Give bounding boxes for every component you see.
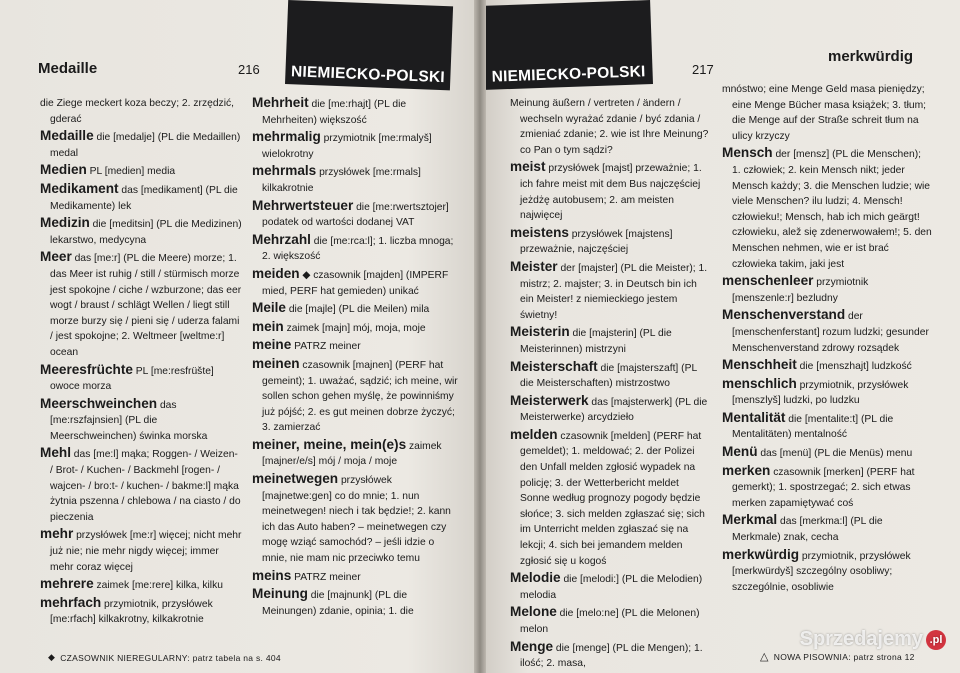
dictionary-entry — [252, 357, 462, 436]
entry-definition: PL [me:resfrüšte] owoce morza — [50, 365, 214, 393]
diamond-icon: ◆ — [48, 652, 56, 662]
entry-definition: przysłówek [majnetwe:gen] co do mnie; 1. nun meinetwegen! niech i tak będzie!; 2. kann ich das Auto haben? – meinetwegen czy mogę wziąć samochód? – jeśli idzie o mnie, nie mam nic przeciwko temu — [262, 475, 451, 565]
entry-definition: der [majster] (PL die Meister); 1. mistrz; 2. majster; 3. in Deutsch bin ich ein Meister! z niemieckiego jestem świetny! — [520, 262, 708, 321]
right-footer — [760, 650, 915, 663]
entry-definition: czasownik [melden] (PERF hat gemeldet); 1. meldować; 2. der Polizei den Unfall melden zgłosić wypadek na policję; 3. der Wetterbericht meldet Sonne według prognozy pogody będzie słońce; 3. sich melden zgłaszać się; sich im Unterricht melden zgłaszać się na lekcji; 4. sich bei jemandem melden zgłosić się u kogoś — [520, 430, 705, 567]
entry-definition: przymiotnik, przysłówek [menszlyš] ludzki, po ludzku — [732, 379, 909, 407]
entry-headword: Melodie — [510, 570, 561, 586]
entry-headword: mehrere — [40, 576, 94, 592]
entry-headword: Meeresfrüchte — [40, 361, 133, 377]
watermark — [800, 628, 946, 651]
entry-definition: czasownik [majnen] (PERF hat gemeint); 1. uważać, sądzić; ich meine, wir sollen schon gehen myślę, że powinniśmy już pójść; 2. es gut meinen dobrze życzyć; 3. zamierzać — [262, 359, 458, 434]
entry-headword: Mehrwertsteuer — [252, 197, 354, 213]
entry-definition: przymiotnik, przysłówek [me:rfach] kilkakrotny, kilkakrotnie — [50, 598, 213, 626]
entry-headword: meine — [252, 337, 292, 353]
dictionary-entry — [722, 82, 932, 144]
dictionary-entry — [40, 446, 242, 525]
dictionary-entry — [40, 129, 242, 161]
entry-headword: Meinung — [252, 586, 308, 602]
dictionary-entry — [40, 397, 242, 445]
entry-headword: mein — [252, 318, 284, 334]
dictionary-entry — [40, 163, 242, 180]
entry-definition: die [majle] (PL die Meilen) mila — [288, 304, 430, 316]
dictionary-entry — [252, 438, 462, 470]
entry-headword: Meisterin — [510, 324, 570, 340]
dictionary-entry — [252, 267, 462, 299]
dictionary-entry — [252, 472, 462, 567]
entry-definition: PL [medien] media — [89, 166, 176, 178]
entry-definition: mnóstwo; eine Menge Geld masa pieniędzy; eine Menge Bücher masa książek; 3. tłum; die Menge auf der Straße schreit tłum na ulicy krzyczy — [722, 84, 927, 142]
entry-headword: Merkmal — [722, 512, 778, 528]
dictionary-entry — [40, 577, 242, 594]
dictionary-entry — [510, 394, 710, 426]
left-column-1 — [40, 96, 242, 630]
entry-definition: das [merkma:l] (PL die Merkmale) znak, cecha — [732, 516, 883, 544]
entry-definition: PATRZ meiner — [294, 571, 361, 583]
entry-definition: PATRZ meiner — [294, 341, 361, 353]
entry-headword: Mehrzahl — [252, 231, 311, 247]
entry-definition: das [menü] (PL die Menüs) menu — [760, 448, 913, 460]
dictionary-entry — [510, 640, 710, 672]
dictionary-entry — [40, 96, 242, 127]
dictionary-entry — [252, 233, 462, 265]
dictionary-entry — [722, 308, 932, 356]
dictionary-entry — [252, 587, 462, 619]
dictionary-entry — [510, 96, 710, 158]
triangle-icon: △ — [760, 651, 769, 663]
entry-definition: die [me:rhajt] (PL die Mehrheiten) większość — [262, 99, 407, 126]
entry-headword: mehrmals — [252, 163, 317, 179]
dictionary-entry — [252, 338, 462, 355]
entry-definition: przymiotnik, przysłówek [merkwürdyš] szczególny osobliwy; szczególnie, osobliwie — [732, 550, 911, 593]
right-column-2 — [722, 82, 932, 597]
dictionary-entry — [252, 130, 462, 162]
dictionary-entry — [252, 569, 462, 586]
entry-headword: mehrfach — [40, 594, 102, 610]
entry-definition: zaimek [majner/e/s] mój / moja / moje — [262, 440, 442, 468]
entry-headword: merkwürdig — [722, 546, 800, 562]
entry-headword: Menschenverstand — [722, 307, 846, 323]
left-page-number: 216 — [238, 62, 260, 77]
entry-headword: Medikament — [40, 180, 119, 196]
entry-definition: das [me:l] mąka; Roggen- / Weizen- / Brot- / Kuchen- / Backmehl [rogen- / wajcen- / bro:t- / kuchen- / bakme:l] mąka żytnia pszenna / chlebowa / na ciasto / do pieczenia — [50, 449, 241, 523]
entry-definition: das [medikament] (PL die Medikamente) lek — [50, 184, 238, 212]
dictionary-entry — [510, 160, 710, 223]
entry-headword: Mensch — [722, 145, 773, 161]
dictionary-entry — [722, 358, 932, 375]
left-banner-label: NIEMIECKO-POLSKI — [290, 63, 446, 87]
entry-definition: czasownik [merken] (PERF hat gemerkt); 1. spostrzegać; 2. sich etwas merken zapamiętywać coś — [732, 466, 915, 509]
right-page-number: 217 — [692, 62, 714, 77]
right-banner-label: NIEMIECKO-POLSKI — [491, 63, 646, 86]
entry-headword: Menü — [722, 444, 758, 460]
entry-definition: zaimek [majn] mój, moja, moje — [286, 322, 426, 334]
entry-definition: der [mensz] (PL die Menschen); 1. człowiek; 2. kein Mensch nikt; jeder Mensch każdy; 3. die Menschen ludzie; wie viele Menschen? ilu ludzi; 4. Mensch! człowieku!; Mensch, hab ich mich geärgt! człowieku, alež się zdenerwowałem!; 5. den Menschen nehmen, wie er ist brać człowieka takim, jaki jest — [732, 149, 932, 270]
entry-definition: das [me:r] (PL die Meere) morze; 1. das Meer ist ruhig / still / stürmisch morze jest spokojne / ciche / wzburzone; das eer wogt / braust / schlägt Wellen / liegt still morze burzy się / pieni się / uderza falami / jest spokojne; 2. Weltmeer [weltme:r] ocean — [50, 253, 242, 358]
right-running-headword: merkwürdig — [828, 48, 914, 65]
entry-headword: meinen — [252, 355, 300, 371]
entry-definition: przysłówek [majst] przeważnie; 1. ich fahre meist mit dem Bus najczęściej jeżdżę autobusem; 2. am meisten najwięcej — [520, 163, 702, 222]
entry-definition: Meinung äußern / vertreten / ändern / wechseln wyrażać zdanie / być zdania / zmieniać zdanie; 2. wie ist Ihre Meinung? co Pan o tym sądzi? — [510, 98, 709, 156]
entry-definition: der [menschenferstant] rozum ludzki; gesunder Menschenverstand zdrowy rozsądek — [732, 311, 929, 354]
entry-headword: menschlich — [722, 375, 797, 391]
entry-headword: meinetwegen — [252, 471, 339, 487]
left-footer — [48, 652, 281, 663]
entry-headword: Meerschweinchen — [40, 395, 158, 411]
entry-definition: die [melodi:] (PL die Melodien) melodia — [520, 574, 703, 601]
dictionary-entry — [510, 260, 710, 323]
entry-headword: Meisterschaft — [510, 358, 598, 374]
entry-definition: das [me:rszfajnsien] (PL die Meerschweinchen) świnka morska — [50, 399, 208, 442]
right-banner — [482, 0, 653, 90]
entry-definition: die [me:rwertsztojer] podatek od wartości dodanej VAT — [262, 201, 449, 229]
entry-headword: meiner, meine, mein(e)s — [252, 436, 407, 452]
entry-headword: melden — [510, 426, 558, 442]
dictionary-entry — [40, 596, 242, 628]
dictionary-entry — [510, 428, 710, 569]
dictionary-entry — [252, 199, 462, 231]
entry-headword: Mehl — [40, 445, 71, 461]
entry-definition: die [me:rca:l]; 1. liczba mnoga; 2. większość — [262, 235, 454, 263]
dictionary-entry — [40, 527, 242, 575]
dictionary-entry — [40, 250, 242, 360]
entry-headword: Melone — [510, 604, 557, 620]
entry-definition: die [mentalite:t] (PL die Mentalitäten) mentalność — [732, 413, 894, 441]
dictionary-entry — [510, 605, 710, 637]
entry-headword: mehrmalig — [252, 129, 321, 145]
dictionary-entry — [722, 464, 932, 512]
left-running-headword: Medaille — [38, 60, 98, 77]
entry-definition: die [medalje] (PL die Medaillen) medal — [50, 132, 241, 159]
dictionary-entry — [40, 216, 242, 248]
watermark-badge-icon: .pl — [926, 630, 946, 650]
entry-headword: menschenleer — [722, 273, 814, 289]
entry-definition: die [majsterszaft] (PL die Meisterschaften) mistrzostwo — [520, 362, 697, 390]
entry-definition: przysłówek [me:rmals] kilkakrotnie — [262, 167, 421, 194]
entry-definition: die [menge] (PL die Mengen); 1. ilość; 2. masa, — [520, 642, 703, 670]
entry-headword: meist — [510, 159, 546, 175]
left-column-2 — [252, 96, 462, 621]
dictionary-entry — [722, 548, 932, 596]
entry-definition: die [majnunk] (PL die Meinungen) zdanie, opinia; 1. die — [262, 590, 414, 617]
right-page — [480, 0, 960, 673]
entry-definition: przymiotnik [me:rmalyš] wielokrotny — [262, 133, 432, 160]
entry-definition: przysłówek [me:r] więcej; nicht mehr już nie; nie mehr nigdy więcej; immer mehr coraz więcej — [50, 530, 242, 573]
entry-definition: die Ziege meckert koza beczy; 2. zrzędzić, gderać — [40, 98, 235, 125]
entry-headword: meiden — [252, 265, 300, 281]
entry-headword: mehr — [40, 526, 74, 542]
dictionary-entry — [722, 513, 932, 545]
dictionary-entry — [510, 571, 710, 603]
left-footer-text: CZASOWNIK NIEREGULARNY: patrz tabela na s. 404 — [60, 652, 281, 663]
dictionary-entry — [510, 360, 710, 392]
watermark-text: Sprzedajemy — [799, 628, 923, 650]
right-footer-text: NOWA PISOWNIA: patrz strona 12 — [773, 651, 915, 662]
entry-headword: Medaille — [40, 128, 94, 144]
entry-headword: meistens — [510, 224, 569, 240]
entry-definition: zaimek [me:rere] kilka, kilku — [96, 580, 223, 592]
entry-headword: Meisterwerk — [510, 392, 589, 408]
entry-headword: merken — [722, 462, 771, 478]
dictionary-entry — [510, 226, 710, 258]
dictionary-entry — [252, 96, 462, 128]
entry-definition: die [meditsin] (PL die Medizinen) lekarstwo, medycyna — [50, 219, 242, 246]
entry-definition: die [majsterin] (PL die Meisterinnen) mistrzyni — [520, 328, 672, 355]
entry-headword: Medizin — [40, 215, 90, 231]
entry-headword: meins — [252, 567, 292, 583]
dictionary-entry — [722, 146, 932, 272]
entry-headword: Meister — [510, 258, 558, 274]
entry-definition: przysłówek [majstens] przeważnie, najczęściej — [520, 228, 673, 256]
entry-headword: Menschheit — [722, 357, 797, 373]
entry-headword: Medien — [40, 162, 87, 178]
dictionary-entry — [722, 411, 932, 443]
entry-definition: das [majsterwerk] (PL die Meisterwerke) arcydzieło — [520, 396, 708, 424]
right-column-1 — [510, 96, 710, 673]
dictionary-entry — [40, 182, 242, 214]
entry-definition: ◆ czasownik [majden] (IMPERF mied, PERF hat gemieden) unikać — [262, 269, 449, 297]
dictionary-entry — [722, 274, 932, 306]
entry-headword: Menge — [510, 638, 554, 654]
dictionary-entry — [722, 377, 932, 409]
entry-headword: Meile — [252, 300, 286, 316]
entry-headword: Meer — [40, 249, 72, 265]
entry-definition: die [melo:ne] (PL die Melonen) melon — [520, 608, 700, 635]
dictionary-entry — [722, 445, 932, 462]
dictionary-entry — [510, 325, 710, 357]
dictionary-entry — [252, 164, 462, 196]
entry-definition: die [menszhajt] ludzkość — [799, 361, 912, 373]
dictionary-entry — [252, 320, 462, 337]
entry-definition: przymiotnik [menszenle:r] bezludny — [732, 277, 869, 304]
left-banner — [285, 0, 453, 90]
dictionary-entry — [40, 363, 242, 395]
dictionary-entry — [252, 301, 462, 318]
book-gutter — [474, 0, 486, 673]
entry-headword: Mehrheit — [252, 95, 309, 110]
entry-headword: Mentalität — [722, 409, 786, 425]
